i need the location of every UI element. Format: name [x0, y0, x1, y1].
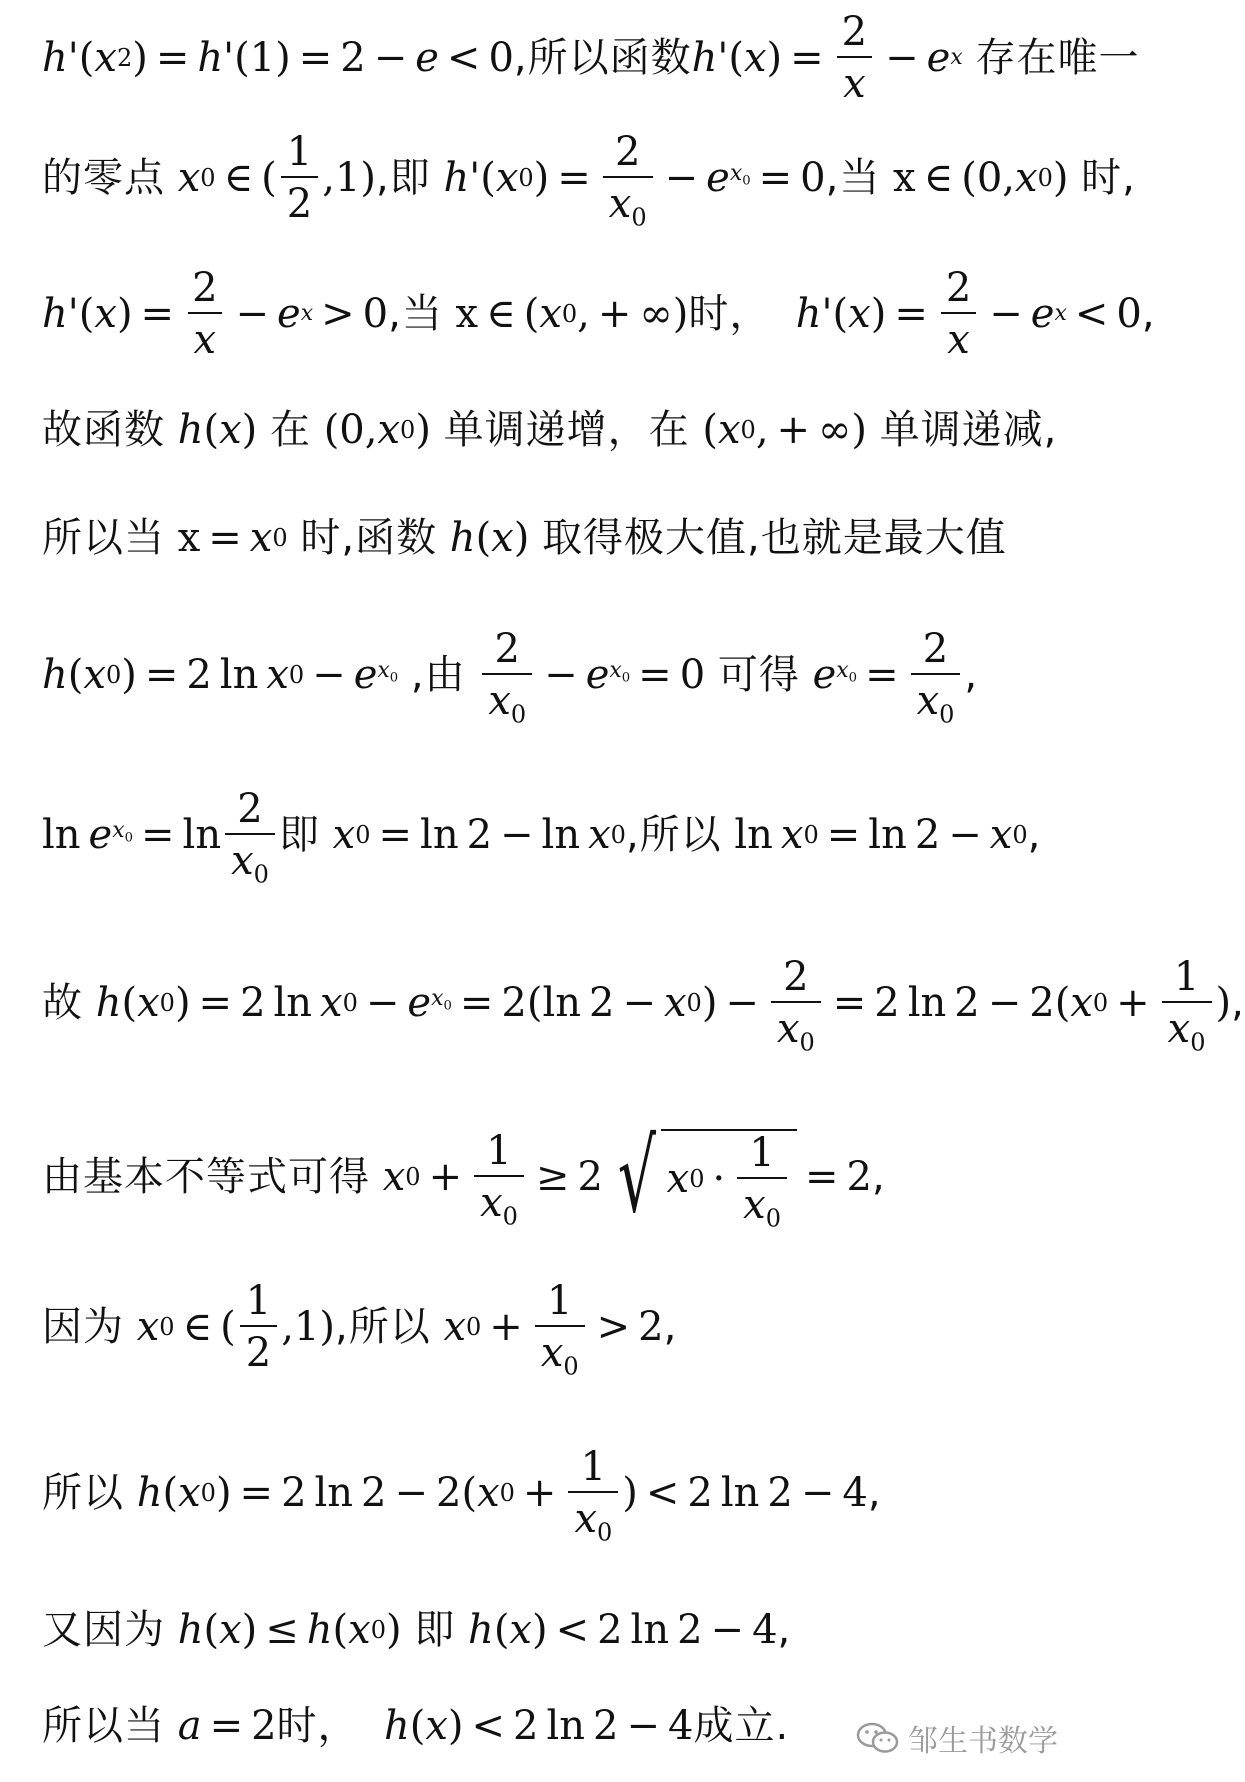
- text-jiben-budengshi: 由基本不等式可得: [42, 1154, 370, 1200]
- text-qude-zuidazhi: 取得极大值,也就是最大值: [542, 515, 1007, 561]
- text-kede: 可得: [717, 652, 800, 698]
- text-shi-comma: 时，: [688, 291, 771, 337]
- line-6: h ( x 0 ) = 2 ln x 0 − e $x_0$ ,由 $\frac{2}{x_0}$ − e $x_0$ = 0 可得 e $x_0$ = $\frac{2}{x_0}$ ,: [42, 626, 979, 729]
- text-ji-2: 即: [278, 812, 320, 858]
- line-5: 所以当 x = x 0 时,函数 h ( x ) 取得极大值,也就是最大值: [42, 515, 1007, 561]
- line-4: 故函数 h ( x ) 在 (0, x 0 ) 单调递增，在 ( x 0 , + ∞) 单调递减,: [42, 407, 1058, 453]
- line-3: h '( x ) = $\frac{2}{x}$ − e x > 0 , 当 x ∈ ( x 0 , + ∞) 时， h '( x ) = $\frac{2}{x}$ − e x < 0 ,: [42, 265, 1156, 363]
- text-suoyi-dang: 所以当: [42, 515, 165, 561]
- line-12: 又因为 h ( x ) ≤ h ( x 0 ) 即 h ( x ) < 2 ln 2 − 4 ,: [42, 1607, 792, 1653]
- sqrt-sign: √ x 0 · $\frac{1}{x_0}$: [605, 1127, 797, 1227]
- text-zai: 在: [269, 407, 311, 453]
- line-1: h '( x 2 ) = h '(1) = 2 − e < 0 ,所以函数 h '( x ) = $\frac{2}{x}$ − e x 存在唯一: [42, 9, 1140, 107]
- text-dang-2: 当: [401, 291, 443, 337]
- text-shi-comma-2: 时，: [276, 1703, 359, 1749]
- text-shi-hanshu: 时,函数: [300, 515, 438, 561]
- line-7: ln e $x_0$ = ln $\frac{2}{x_0}$ 即 x 0 = ln 2 − ln x 0 ,所以 ln x 0 = ln 2 − x 0 ,: [42, 786, 1042, 889]
- text-suoyi: 所以: [42, 1470, 124, 1516]
- text-suoyi-comma-2: ,所以: [335, 1304, 431, 1350]
- line-11: 所以 h ( x 0 ) = 2 ln 2 − 2( x 0 + $\frac{1}{x_0}$ ) < 2 ln 2 − 4 ,: [42, 1444, 882, 1547]
- wechat-icon: [856, 1721, 900, 1755]
- text-dandiao-dizeng: 单调递增，在: [443, 407, 690, 453]
- line-2: 的零点 x 0 ∈ ( $\frac{1}{2}$ ,1) , 即 h '( x 0 ) = $\frac{2}{x_0}$ − e $x_0$ = 0 , 当 x ∈ (0, x 0 ) 时 ,: [42, 129, 1136, 232]
- text-shi: 时: [1081, 155, 1123, 201]
- text-ji: 即: [389, 155, 431, 201]
- text-de-lingdian: 的零点: [42, 155, 165, 201]
- text-gu: 故: [42, 980, 83, 1026]
- text-suoyi-dang-2: 所以当: [42, 1703, 165, 1749]
- text-gu-hanshu: 故函数: [42, 407, 165, 453]
- text-cunzai-weiyi: 存在唯一: [975, 35, 1140, 81]
- watermark: [856, 1716, 1058, 1760]
- line-10: 因为 x 0 ∈ ( $\frac{1}{2}$ ,1) ,所以 x 0 + $\frac{1}{x_0}$ > 2 ,: [42, 1278, 678, 1381]
- text-chengli: 成立.: [693, 1703, 790, 1749]
- text-dandiao-dijian: 单调递减,: [879, 407, 1058, 453]
- watermark-text: 邹生书数学: [908, 1724, 1058, 1759]
- line-9: 由基本不等式可得 x 0 + $\frac{1}{x_0}$ ≥ 2 √ x 0 · $\frac{1}{x_0}$ = 2 ,: [42, 1118, 886, 1235]
- text-suoyi-hanshu: ,所以函数: [513, 35, 692, 81]
- text-suoyi-comma: ,所以: [625, 812, 722, 858]
- text-you: ,由: [410, 652, 466, 698]
- text-yinwei: 因为: [42, 1304, 124, 1350]
- text-ji-3: 即: [414, 1607, 456, 1653]
- text-you-yinwei: 又因为: [42, 1607, 165, 1653]
- text-dang: 当: [839, 155, 881, 201]
- line-13: 所以当 a = 2 时， h ( x ) < 2 ln 2 − 4 成立.: [42, 1703, 790, 1749]
- line-8: 故 h ( x 0 ) = 2 ln x 0 − e $x_0$ = 2(ln 2 − x 0 ) − $\frac{2}{x_0}$ = 2 ln 2 − 2( x 0 + $\frac{1}{x_0}$ ) ,: [42, 954, 1245, 1057]
